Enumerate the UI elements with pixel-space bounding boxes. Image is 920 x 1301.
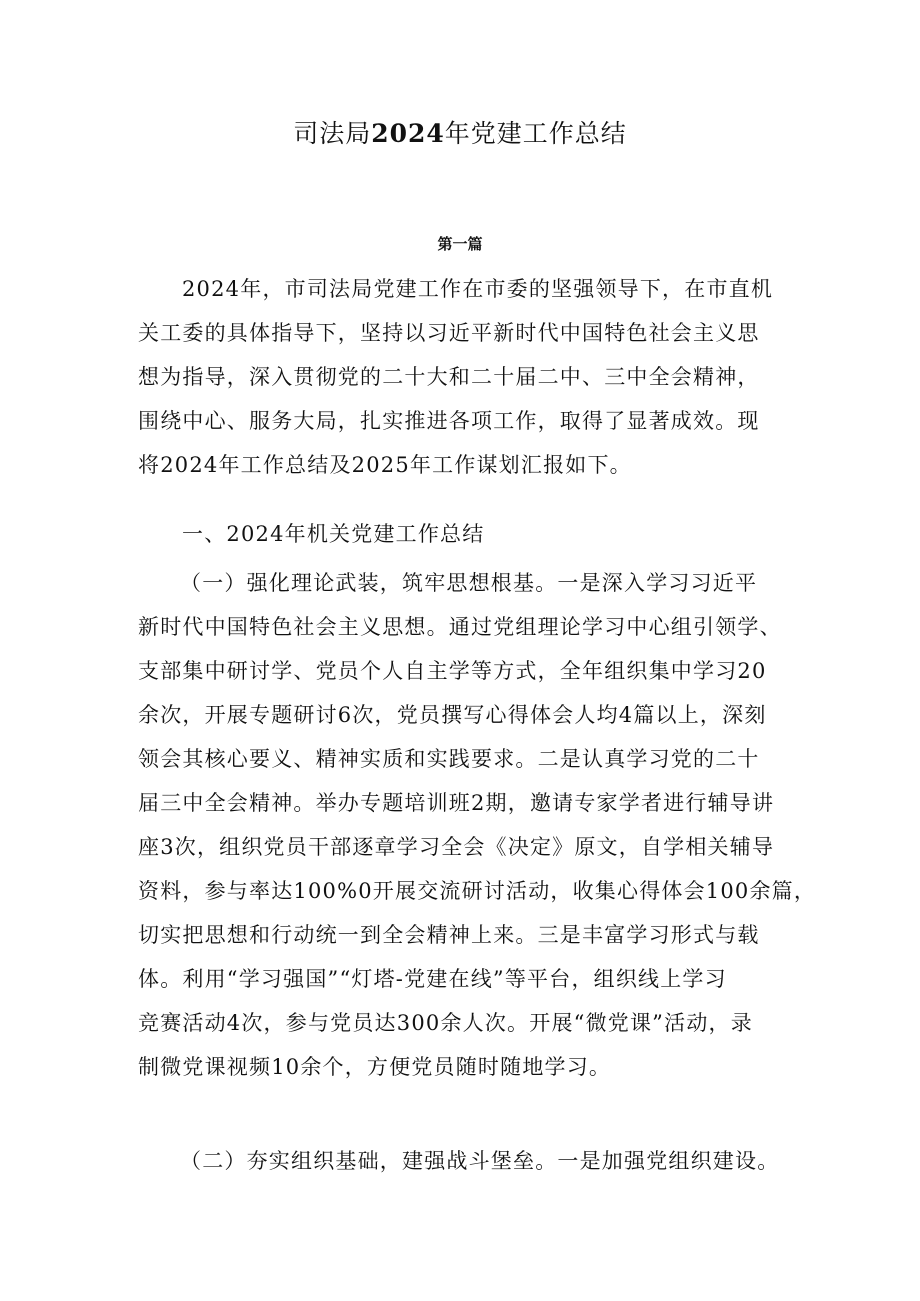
paragraph-line: 座3次，组织党员干部逐章学习全会《决定》原文，自学相关辅导 [138, 835, 775, 859]
paragraph-line: 制微党课视频10余个，方便党员随时随地学习。 [138, 1055, 612, 1079]
paragraph-line: 将2024年工作总结及2025年工作谋划汇报如下。 [138, 453, 632, 477]
title-suffix: 年党建工作总结 [444, 119, 627, 148]
paragraph-intro [138, 267, 794, 487]
heading-line: 一、2024年机关党建工作总结 [182, 522, 485, 546]
section-label: 第一篇 [437, 235, 483, 253]
title-prefix: 司法局 [293, 119, 372, 148]
paragraph-line: 关工委的具体指导下，坚持以习近平新时代中国特色社会主义思 [138, 321, 760, 345]
document-title [0, 114, 920, 150]
title-year: 2024 [371, 119, 445, 148]
paragraph-line: 届三中全会精神。举办专题培训班2期，邀请专家学者进行辅导讲 [138, 791, 775, 815]
paragraph-line: （一）强化理论武装，筑牢思想根基。一是深入学习习近平 [180, 571, 758, 595]
paragraph-line: 竞赛活动4次，参与党员达300余人次。开展“微党课”活动，录 [138, 1011, 753, 1035]
paragraph-line: （二）夯实组织基础，建强战斗堡垒。一是加强党组织建设。 [180, 1149, 780, 1173]
paragraph-line: 体。利用“学习强国”“灯塔-党建在线”等平台，组织线上学习 [138, 967, 727, 991]
paragraph-line: 切实把思想和行动统一到全会精神上来。三是丰富学习形式与载 [138, 923, 760, 947]
paragraph-theory [138, 561, 817, 1089]
paragraph-line: 余次，开展专题研讨6次，党员撰写心得体会人均4篇以上，深刻 [138, 703, 767, 727]
paragraph-line: 想为指导，深入贯彻党的二十大和二十届二中、三中全会精神， [138, 365, 760, 389]
paragraph-line: 围绕中心、服务大局，扎实推进各项工作，取得了显著成效。现 [138, 409, 760, 433]
paragraph-line: 支部集中研讨学、党员个人自主学等方式，全年组织集中学习20 [138, 659, 767, 683]
paragraph-line: 资料，参与率达100%0开展交流研讨活动，收集心得体会100余篇， [138, 879, 817, 903]
paragraph-line: 新时代中国特色社会主义思想。通过党组理论学习中心组引领学、 [138, 615, 782, 639]
paragraph-line: 领会其核心要义、精神实质和实践要求。二是认真学习党的二十 [138, 747, 760, 771]
paragraph-organization [138, 1139, 794, 1183]
section-heading [138, 512, 794, 556]
paragraph-line: 2024年，市司法局党建工作在市委的坚强领导下，在市直机 [182, 277, 774, 301]
